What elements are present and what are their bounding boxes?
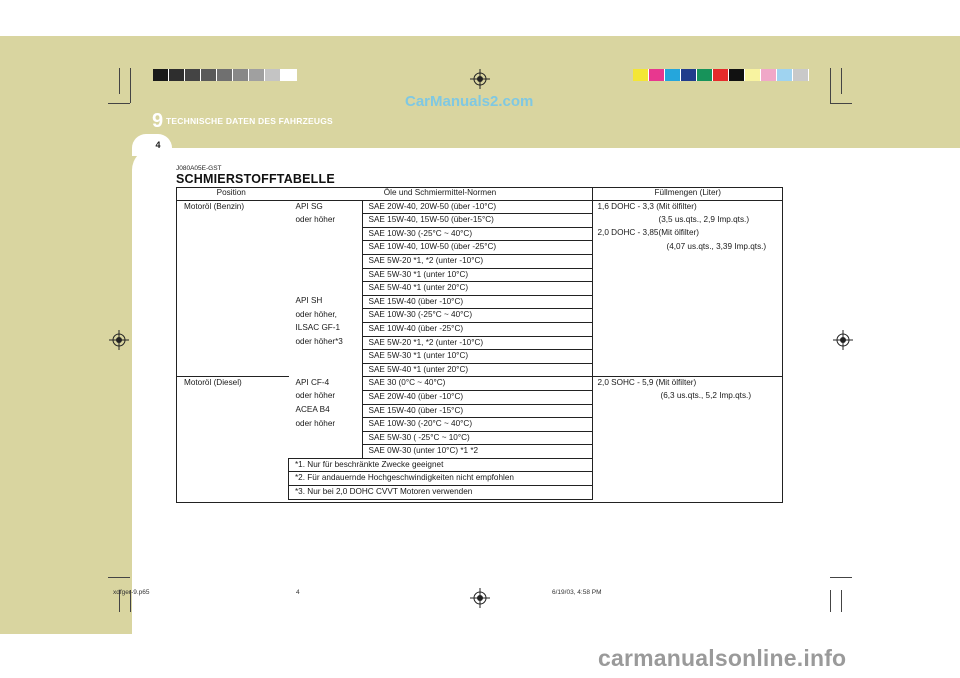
table-row [176, 458, 783, 472]
oil-cell: SAE 5W-20 *1, *2 (unter -10°C) [362, 254, 592, 268]
oil-cell: SAE 5W-40 *1 (unter 20°C) [362, 282, 592, 296]
color-swatch [793, 69, 809, 81]
registration-mark-icon [470, 69, 490, 89]
color-swatch [649, 69, 665, 81]
table-row [176, 200, 783, 214]
table-row [176, 241, 783, 255]
quantity-cell: 1,6 DOHC - 3,3 (Mit ölfilter) [597, 201, 697, 211]
oil-cell: SAE 10W-30 (-25°C ~ 40°C) [362, 309, 592, 323]
table-row [176, 227, 783, 241]
color-calibration-bar [633, 69, 809, 81]
standard-cell: oder höher [295, 214, 336, 224]
table-row [176, 254, 783, 268]
table-row [176, 295, 783, 309]
oil-cell: SAE 15W-40, 15W-50 (über-15°C) [362, 214, 592, 228]
crop-mark [841, 68, 842, 94]
section-code: J080A05E-GST [176, 165, 222, 172]
color-swatch [665, 69, 681, 81]
table-row [176, 377, 783, 391]
oil-cell: SAE 10W-40, 10W-50 (über -25°C) [362, 241, 592, 255]
table-row [176, 486, 783, 500]
oil-cell: SAE 10W-30 (-25°C ~ 40°C) [362, 227, 592, 241]
table-row [176, 350, 783, 364]
oil-cell: SAE 15W-40 (über -15°C) [362, 404, 592, 418]
crop-mark [830, 590, 831, 612]
color-swatch [681, 69, 697, 81]
table-row [176, 472, 783, 486]
watermark-bottom: carmanualsonline.info [598, 645, 847, 671]
oil-cell: SAE 20W-40 (über -10°C) [362, 390, 592, 404]
standard-cell: oder höher, [295, 309, 337, 319]
oil-cell: SAE 5W-30 ( -25°C ~ 10°C) [362, 431, 592, 445]
table-row [176, 418, 783, 432]
header-oils: Öle und Schmiermittel-Normen [289, 187, 593, 200]
standard-cell: oder höher [295, 418, 336, 428]
table-row [176, 309, 783, 323]
footnote: *2. Für andauernde Hochgeschwindigkeiten nicht empfohlen [289, 472, 593, 486]
color-swatch [153, 69, 169, 81]
oil-cell: SAE 30 (0°C ~ 40°C) [362, 377, 592, 391]
footnote: *1. Nur für beschränkte Zwecke geeignet [289, 458, 593, 472]
oil-cell: SAE 5W-30 *1 (unter 10°C) [362, 350, 592, 364]
color-swatch [633, 69, 649, 81]
color-swatch [265, 69, 281, 81]
standard-cell: ILSAC GF-1 [295, 323, 341, 333]
chapter-number: 9 [152, 110, 164, 132]
color-swatch [713, 69, 729, 81]
standard-cell: API SH [295, 296, 323, 306]
color-swatch [777, 69, 793, 81]
watermark-top: CarManuals2.com [405, 93, 534, 110]
quantity-cell: (6,3 us.qts., 5,2 Imp.qts.) [660, 391, 752, 401]
table-row [176, 268, 783, 282]
oil-cell: SAE 5W-30 *1 (unter 10°C) [362, 268, 592, 282]
crop-mark [130, 68, 131, 103]
oil-cell: SAE 15W-40 (über -10°C) [362, 295, 592, 309]
quantity-cell: 2,0 DOHC - 3,85(Mit ölfilter) [597, 228, 699, 238]
table-row [176, 322, 783, 336]
table-row [176, 445, 783, 459]
crop-mark [119, 68, 120, 94]
page-number: 4 [155, 140, 161, 150]
quantity-cell: (3,5 us.qts., 2,9 Imp.qts.) [658, 214, 750, 224]
footnote: *3. Nur bei 2,0 DOHC CVVT Motoren verwenden [289, 486, 593, 500]
table-row [176, 336, 783, 350]
table-row [176, 431, 783, 445]
standard-cell: API CF-4 [295, 377, 330, 387]
color-swatch [761, 69, 777, 81]
registration-mark-icon [109, 330, 129, 350]
section-title: SCHMIERSTOFFTABELLE [176, 172, 335, 186]
header-band [0, 36, 960, 148]
standard-cell: API SG [295, 201, 323, 211]
table-header-row [176, 187, 783, 200]
footer-date: 6/19/03, 4:58 PM [552, 589, 602, 596]
lubricant-table [176, 187, 783, 500]
table-row [176, 390, 783, 404]
position-benzin: Motoröl (Benzin) [184, 201, 245, 211]
registration-mark-icon [833, 330, 853, 350]
oil-cell: SAE 5W-40 *1 (unter 20°C) [362, 363, 592, 377]
quantity-cell: (4,07 us.qts., 3,39 Imp.qts.) [666, 241, 767, 251]
color-swatch [745, 69, 761, 81]
footer-filename: xdfger-9.p65 [113, 589, 150, 596]
header-quantities: Füllmengen (Liter) [592, 187, 783, 200]
crop-mark [108, 577, 130, 578]
grey-color-bar [153, 69, 297, 81]
color-swatch [233, 69, 249, 81]
standard-cell: oder höher*3 [295, 337, 343, 347]
crop-mark [830, 103, 852, 104]
oil-cell: SAE 10W-40 (über -25°C) [362, 322, 592, 336]
crop-mark [830, 68, 831, 103]
standard-cell: ACEA B4 [295, 405, 330, 414]
position-diesel: Motoröl (Diesel) [184, 378, 242, 388]
oil-cell: SAE 0W-30 (unter 10°C) *1 *2 [362, 445, 592, 459]
oil-cell: SAE 10W-30 (-20°C ~ 40°C) [362, 418, 592, 432]
table-row [176, 363, 783, 377]
oil-cell: SAE 20W-40, 20W-50 (über -10°C) [362, 200, 592, 214]
color-swatch [697, 69, 713, 81]
registration-mark-icon [470, 588, 490, 608]
quantity-cell: 2,0 SOHC - 5,9 (Mit ölfilter) [597, 378, 697, 388]
table-row [176, 404, 783, 418]
crop-mark [830, 577, 852, 578]
oil-cell: SAE 5W-20 *1, *2 (unter -10°C) [362, 336, 592, 350]
crop-mark [841, 590, 842, 612]
table-row [176, 214, 783, 228]
color-swatch [185, 69, 201, 81]
color-swatch [281, 69, 297, 81]
chapter-title: TECHNISCHE DATEN DES FAHRZEUGS [166, 116, 333, 126]
footer-page-number: 4 [296, 589, 300, 596]
color-swatch [169, 69, 185, 81]
color-swatch [217, 69, 233, 81]
crop-mark [108, 103, 130, 104]
color-swatch [201, 69, 217, 81]
header-position: Position [176, 187, 289, 200]
standard-cell: oder höher [295, 391, 336, 401]
color-swatch [729, 69, 745, 81]
color-swatch [249, 69, 265, 81]
table-row [176, 282, 783, 296]
